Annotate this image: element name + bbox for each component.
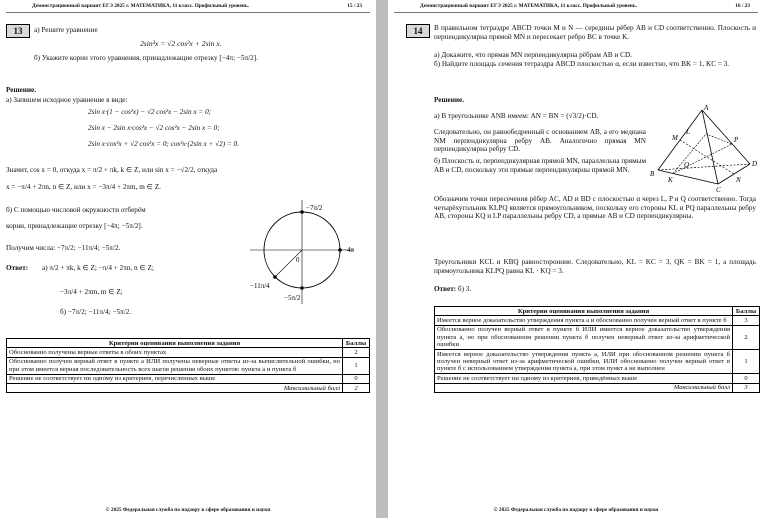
criteria-header: Критерии оценивания выполнения задания [7,339,343,348]
page-number: 16 / 23 [735,3,750,9]
label-top: −7π/2 [306,204,323,212]
solution-p3: б) Плоскость α, перпендикулярная прямой MN, параллельна прямым AB и CD, поскольку эти прямые перпендикулярны прямой MN. [434,157,646,174]
criteria-table [6,338,370,393]
answer-line-3: б) −7π/2; −11π/4; −5π/2. [60,308,132,316]
label-c: C [716,186,721,192]
label-p: P [734,136,739,144]
task-number-box: 14 [406,24,430,38]
criteria-points-header: Баллы [733,307,760,316]
tetrahedron-figure [650,104,760,192]
solution-title: Решение. [434,96,465,104]
answer-label: Ответ: [6,264,29,272]
page-header [32,3,362,9]
solution-p2: Следовательно, он равнобедренный с основанием AB, а его медиана NM перпендикулярна ребру AB. Аналогично прямая MN перпендикулярна ребру CD. [434,128,646,154]
solution-title: Решение. [6,86,37,94]
answer-value: б) 3. [457,285,472,293]
label-center: 0 [296,256,300,264]
point-bottom-left [273,275,277,279]
label-l: L [686,128,690,136]
label-bottom-left: −11π/4 [250,282,270,290]
table-row-max: Максимальный балл 3 [435,383,760,392]
label-k: K [668,176,673,184]
section-klpq [673,134,732,174]
header-rule [394,12,758,13]
page-number: 15 / 23 [347,3,362,9]
solution-p4: Обозначим точки пересечения рёбер AC, AD и BD с плоскостью α через L, P и Q соответственно. Тогда четырёхугольник KLPQ является прямоугольником, поскольку его стороны KL и PQ параллельны ребру AB, стороны KQ и LP параллельны ребру CD, а прямые AB и CD перпендикулярны. [434,195,756,221]
solution-roots: Получим числа: −7π/2; −11π/4; −5π/2. [6,244,121,252]
criteria-header: Критерии оценивания выполнения задания [435,307,733,316]
label-b: B [650,170,655,178]
solution-eq-1: 2sin x·(1 − cos²x) − √2 cos²x − 2sin x = 0; [88,108,212,116]
edge-ac [702,110,718,184]
task-intro: а) Решите уравнение [34,26,98,34]
label-n: N [736,176,741,184]
point-right [338,248,342,252]
table-row: Имеется верное доказательство утверждения пункта а и обоснованно получен верный ответ в пункте б 3 [435,316,760,325]
point-bottom [300,286,304,290]
answer-label: Ответ: [434,285,457,293]
criteria-points-header: Баллы [343,339,370,348]
table-row: Решение не соответствует ни одному из критериев, перечисленных выше 0 [7,374,370,383]
solution-p1: а) В треугольнике ANB имеем: AN = BN = (√3/2)·CD. [434,112,599,120]
task-part-b: б) Укажите корни этого уравнения, принадлежащие отрезку [−4π; −5π/2]. [34,54,258,62]
point-top [300,210,304,214]
left-page [0,0,376,518]
number-circle [250,200,362,310]
task-equation: 2sin³x = √2 cos²x + 2sin x. [140,39,222,48]
label-d: D [752,160,758,168]
table-row-max: Максимальный балл 2 [7,384,370,393]
solution-p5: Треугольники KCL и KBQ равносторонние. Следовательно, KL = KC = 3, QK = BK = 1, а площадь прямоугольника KLPQ равна KL · KQ = 3. [434,258,756,275]
task-number-box: 13 [6,24,30,38]
label-m: M [672,134,678,142]
edge-bd [658,164,750,170]
answer-line-1: а) π/2 + πk, k ∈ Z; −π/4 + 2πn, n ∈ Z; [42,264,154,272]
solution-eq-2: 2sin x − 2sin x·cos²x − √2 cos²x − 2sin x = 0; [88,124,220,132]
edge-bc [658,170,718,184]
table-row: Обоснованно получен верный ответ в пункте б ИЛИ имеется верное доказательство утверждения пункта а, но при обоснованном решении пункта б получен неверный ответ из-за арифметической ошибки 2 [435,325,760,349]
page-footer: © 2025 Федеральная служба по надзору в сфере образования и науки [105,507,271,513]
header-rule [6,12,370,13]
solution-eq-3: 2sin x·cos²x + √2 cos²x = 0; cos²x·(2sin x + √2) = 0. [88,140,239,148]
solution-b-line-2: корни, принадлежащие отрезку [−4π; −5π/2]. [6,222,143,230]
page-footer: © 2025 Федеральная служба по надзору в сфере образования и науки [493,507,659,513]
task-text: В правильном тетраэдре ABCD точки M и N — середины рёбер AB и CD соответственно. Плоскость α перпендикулярна прямой MN и пересекает ребро BC в точке K. [434,24,756,41]
solution-zn-1: Значит, cos x = 0, откуда x = π/2 + πk, k ∈ Z, или sin x = −√2/2, откуда [6,166,218,174]
solution-a-line: а) Запишем исходное уравнение в виде: [6,96,128,104]
header-text: Демонстрационный вариант ЕГЭ 2025 г. МАТЕМАТИКА, 11 класс. Профильный уровень. [420,3,637,9]
task-part-a: а) Докажите, что прямая MN перпендикулярна рёбрам AB и CD. [434,51,632,59]
task-part-b: б) Найдите площадь сечения тетраэдра ABCD плоскостью α, если известно, что BK = 1, KC = 3. [434,60,730,68]
answer [434,285,471,294]
solution-b-line-1: б) С помощью числовой окружности отберём [6,206,146,214]
table-row: Имеется верное доказательство утверждения пункта а, ИЛИ при обоснованном решении пункта б получен неверный ответ из-за арифметической ошибки, ИЛИ обоснованно получен верный ответ в пункте б с использованием утверждения пункта а, при этом пункт а не выполнен 1 [435,350,760,374]
label-right: −4π [343,246,354,254]
edge-ad [702,110,750,164]
page-header [420,3,750,9]
label-a: A [704,104,709,112]
table-row: Решение не соответствует ни одному из критериев, приведённых выше 0 [435,374,760,383]
header-text: Демонстрационный вариант ЕГЭ 2025 г. МАТЕМАТИКА, 11 класс. Профильный уровень. [32,3,249,9]
right-page [388,0,764,518]
criteria-table [434,306,760,393]
label-q: Q [684,161,690,169]
table-row: Обоснованно получены верные ответы в обоих пунктах 2 [7,348,370,357]
answer-line-2: −3π/4 + 2πm, m ∈ Z; [60,288,123,296]
table-row: Обоснованно получен верный ответ в пункте а ИЛИ получены неверные ответы из-за вычислительной ошибки, но при этом имеется верная последовательность всех шагов решения обоих пунктов: пункта а и пункта б 1 [7,357,370,374]
label-bottom: −5π/2 [284,294,301,302]
solution-zn-2: x = −π/4 + 2πn, n ∈ Z, или x = −3π/4 + 2πm, m ∈ Z. [6,183,161,191]
